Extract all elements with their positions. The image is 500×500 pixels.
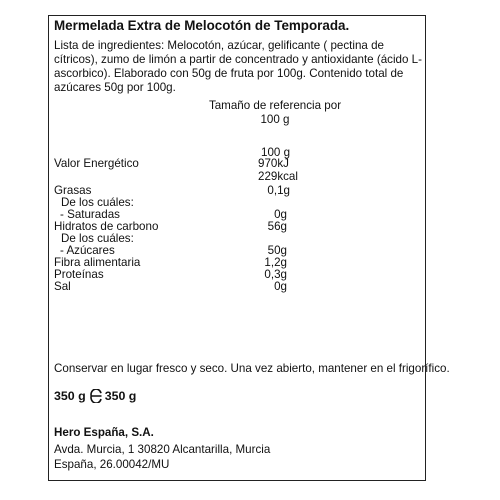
nutrition-label-salt: Sal [54,280,71,293]
ingredients-list: Lista de ingredientes: Melocotón, azúcar, gelificante ( pectina de cítricos), zumo de limón a partir de concentrado y antioxidante (ácido L-ascorbico). Elaborado con 50g de fruta por 100g. Contenido total de azúcares 50g por 100g. [54,39,422,94]
reference-size [190,99,360,127]
nutrition-label-carbs: Hidratos de carbono [54,220,159,233]
estimated-sign-icon [88,389,104,403]
nutrition-value-carbs: 56g [267,220,287,233]
nutrition-label-of-which-carbs: De los cuáles: [61,232,134,245]
storage-instructions: Conservar en lugar fresco y seco. Una vez abierto, mantener en el frigorífico. [54,362,450,375]
company-address: Avda. Murcia, 1 30820 Alcantarilla, Murcia [54,443,271,456]
nutrition-value-protein: 0,3g [264,268,287,281]
nutrition-value-saturated: 0g [274,208,287,221]
nutrition-label-sugars: - Azúcares [60,244,115,257]
nutrition-label-fat: Grasas [54,184,92,197]
company-registry: España, 26.00042/MU [54,458,170,471]
nutrition-value-fat: 0,1g [267,184,290,197]
nutrition-column-header: 100 g [261,146,291,159]
nutrition-value-energy-kcal: 229kcal [258,170,298,183]
net-weight [54,389,136,403]
company-name: Hero España, S.A. [54,426,154,439]
product-title: Mermelada Extra de Melocotón de Temporada. [54,18,350,33]
net-weight-left: 350 g [54,389,86,403]
nutrition-label-protein: Proteínas [54,268,104,281]
nutrition-value-fibre: 1,2g [264,256,287,269]
nutrition-label-saturated: - Saturadas [60,208,120,221]
nutrition-value-energy-kj: 970kJ [258,157,289,170]
nutrition-value-sugars: 50g [267,244,287,257]
nutrition-value-salt: 0g [274,280,287,293]
nutrition-label-of-which-fat: De los cuáles: [61,196,134,209]
reference-line-1: Tamaño de referencia por [208,99,342,112]
net-weight-right: 350 g [104,389,137,403]
nutrition-label-fibre: Fibra alimentaria [54,256,141,269]
reference-line-2: 100 g [260,113,290,126]
nutrition-label-energy: Valor Energético [54,157,139,170]
